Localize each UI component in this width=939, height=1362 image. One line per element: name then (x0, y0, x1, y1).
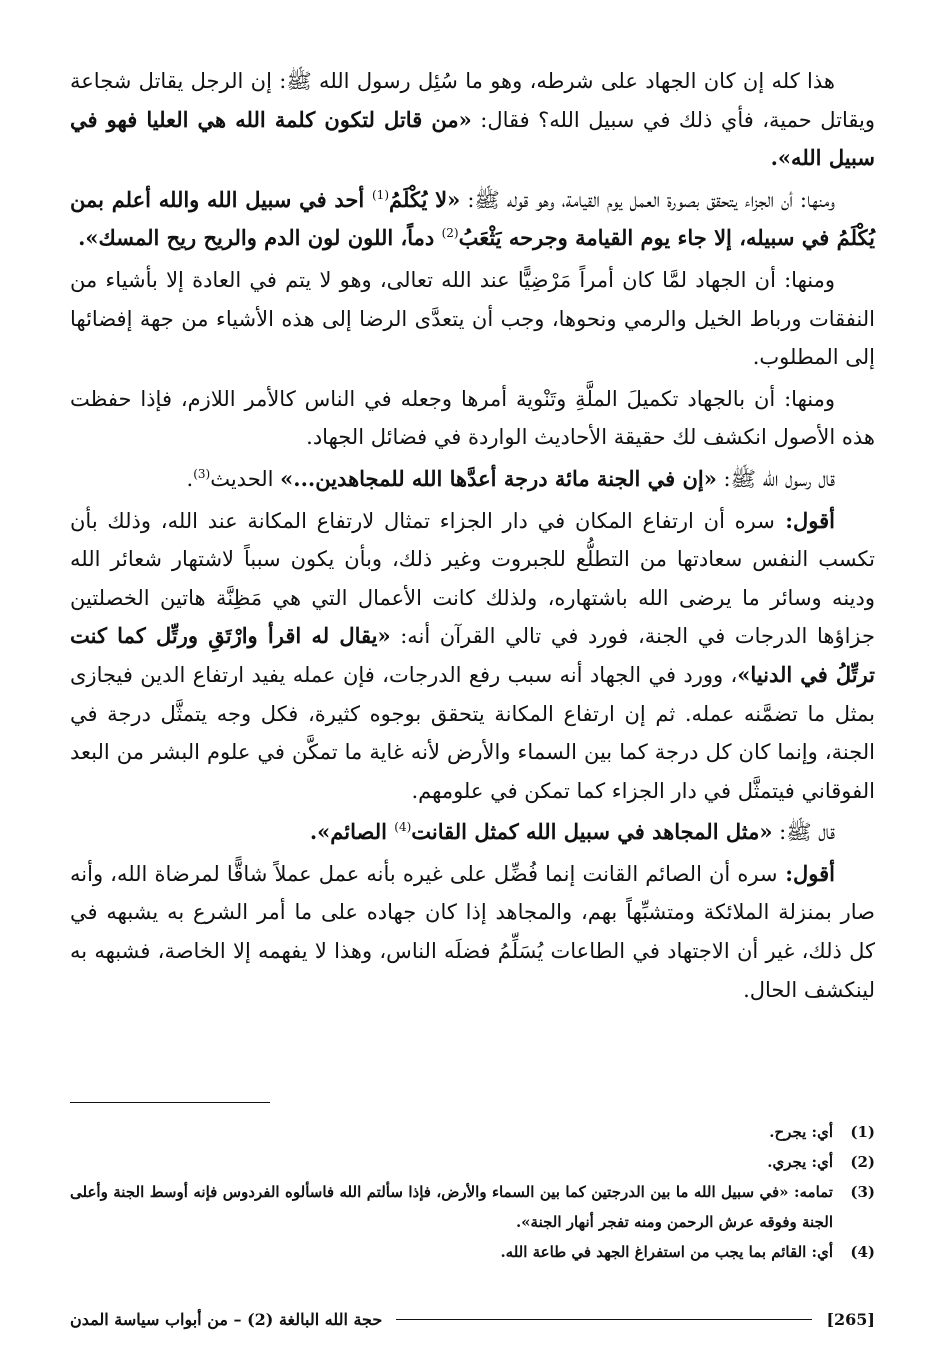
hadith-quote: أحد في سبيل الله والله أعلم بمن يُكْلَمُ في سبيله، إلا جاء يوم القيامة وجرحه يَثْعَبُ (70, 186, 875, 251)
paragraph (70, 380, 875, 457)
footnote-text: أي: يجري. (767, 1153, 833, 1171)
text-run: قال رسول الله ﷺ: (716, 466, 835, 491)
running-title: حجة الله البالغة (2) – من أبواب سياسة المدن (70, 1309, 383, 1329)
footnote (70, 1177, 875, 1237)
footnote-text: أي: يجرح. (769, 1123, 833, 1141)
page-number: [265] (826, 1309, 875, 1329)
paragraph (70, 502, 875, 811)
hadith-quote: «يقال له اقرأ وارْتَقِ ورتِّل كما كنت ترتِّلُ في الدنيا» (70, 623, 875, 687)
footnote-ref: (1) (371, 187, 389, 202)
footnote-text: تمامه: «في سبيل الله ما بين الدرجتين كما بين السماء والأرض، فإذا سألتم الله فاسألوه الفردوس فإنه أوسط الجنة وأعلى الجنة وفوقه عرش الرحمن ومنه تفجر أنهار الجنة». (70, 1183, 833, 1231)
text-run: الحديث (210, 466, 281, 491)
footnotes (70, 1117, 875, 1267)
text-run: . (186, 466, 194, 491)
book-page (70, 62, 875, 1342)
footnote-text: أي: القائم بما يجب من استفراغ الجهد في طاعة الله. (500, 1243, 833, 1261)
footnote-ref: (4) (394, 820, 412, 835)
paragraph (70, 813, 875, 852)
footnote-number: (2) (850, 1153, 875, 1171)
footnote-number: (4) (850, 1243, 875, 1261)
text-run: سره أن ارتفاع المكان في دار الجزاء تمثال لارتفاع المكانة عند الله، وذلك بأن تكسب النفس سعادتها من التطلُّع للجبروت وغير ذلك، وبأن يكون سبباً لاشتهار شعائر الله ودينه وسائر ما يرضى الله باشتهاره، ولذلك كانت الأعمال التي هي مَظِنَّة هاتين الخصلتين جزاؤها الدرجات في الجنة، فورد في تالي القرآن أنه: (70, 508, 875, 649)
footnote (70, 1117, 875, 1147)
text-run: ومنها: أن الجزاء يتحقق بصورة العمل يوم القيامة، وهو قوله ﷺ: (460, 187, 835, 212)
lead-word: أقول: (774, 507, 835, 533)
text-run: ، وورد في الجهاد أنه سبب رفع الدرجات، فإن عمله يفيد ارتفاع الدين فيجازى بمثل ما تضمَّنه عمله. ثم إن ارتفاع المكانة يتحقق بوجوه كثيرة، فكل وجه يتمثَّل درجة في الجنة، وإنما كان كل درجة كما بين السماء والأرض لأنه غاية ما تمكَّن في علوم البشر من البعد الفوقاني فيتمثَّل في دار الجزاء كما تمكن في علومهم. (70, 662, 875, 803)
text-run: قال ﷺ: (772, 820, 835, 845)
text-run: هذا كله إن كان الجهاد على شرطه، وهو ما سُئِل رسول الله ﷺ: إن الرجل يقاتل شجاعة ويقاتل حمية، فأي ذلك في سبيل الله؟ فقال: (70, 69, 875, 132)
paragraph (70, 460, 875, 499)
hadith-quote: دماً، اللون لون الدم والريح ريح المسك». (78, 225, 442, 251)
main-text (70, 62, 875, 1009)
paragraph (70, 855, 875, 1009)
text-run: ومنها: أن بالجهاد تكميلَ الملَّةِ وتَنْوية أمرها وجعله في الناس كالأمر اللازم، فإذا حفظت هذه الأصول انكشف لك حقيقة الأحاديث الواردة في فضائل الجهاد. (70, 386, 875, 450)
footnote-ref: (3) (193, 466, 211, 481)
hadith-quote: «إن في الجنة مائة درجة أعدَّها الله للمجاهدين...» (280, 465, 717, 491)
footnote-ref: (2) (441, 226, 459, 241)
paragraph (70, 261, 875, 377)
footnote-divider (70, 1102, 270, 1103)
text-run: ومنها: أن الجهاد لمَّا كان أمراً مَرْضِيًّا عند الله تعالى، وهو لا يتم في العادة إلا بأشياء من النفقات ورباط الخيل والرمي ونحوها، وجب أن يتعدَّى الرضا إلى هذه الأشياء من جهة إفضائها إلى المطلوب. (70, 267, 875, 370)
footnote (70, 1237, 875, 1267)
paragraph (70, 62, 875, 178)
paragraph (70, 181, 875, 258)
text-run: سره أن الصائم القانت إنما فُضِّل على غيره بأنه عمل عملاً شاقًّا لمرضاة الله، وأنه صار بمنزلة الملائكة ومتشبِّهاً بهم، والمجاهد إذا كان جهاده على ما أمر الشرع به يشبهه في كل ذلك، غير أن الاجتهاد في الطاعات يُسَلِّمُ فضلَه الناس، وهذا لا يفهمه إلا الخاصة، فشبهه به لينكشف الحال. (70, 861, 875, 1002)
lead-word: أقول: (777, 860, 836, 886)
footnote-number: (3) (850, 1183, 875, 1201)
hadith-quote: «مثل المجاهد في سبيل الله كمثل القانت (411, 819, 773, 845)
page-footer (70, 1304, 875, 1334)
hadith-quote: الصائم». (309, 819, 395, 845)
footnote (70, 1147, 875, 1177)
footnote-number: (1) (850, 1123, 875, 1141)
footer-divider (396, 1319, 812, 1320)
hadith-quote: «لا يُكْلَمُ (389, 186, 461, 212)
hadith-quote: «من قاتل لتكون كلمة الله هي العليا فهو في سبيل الله». (70, 106, 875, 171)
